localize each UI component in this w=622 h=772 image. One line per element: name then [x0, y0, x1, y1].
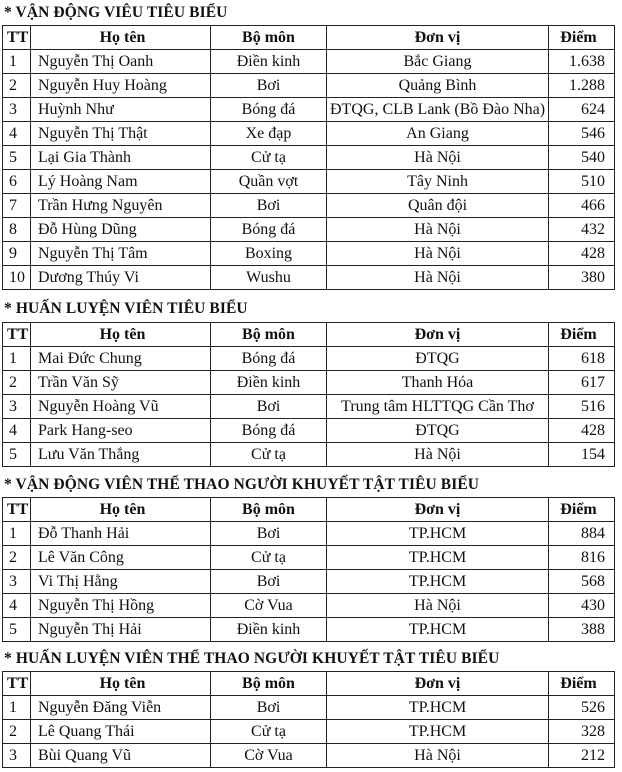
cell-unit: TP.HCM: [327, 618, 549, 642]
cell-name: Nguyễn Thị Thật: [31, 122, 211, 146]
section-title-para-athletes: * VẬN ĐỘNG VIÊN THỂ THAO NGƯỜI KHUYẾT TẬT TIÊU BIỂU: [4, 476, 480, 493]
cell-name: Nguyễn Hoàng Vũ: [31, 395, 211, 419]
header-col-sport: Bộ môn: [211, 498, 327, 522]
table-header-row: [3, 26, 615, 50]
cell-points: 388: [549, 618, 615, 642]
cell-name: Trần Hưng Nguyên: [31, 194, 211, 218]
table-row: [3, 347, 615, 371]
cell-points: 510: [549, 170, 615, 194]
table-row: [3, 443, 615, 467]
cell-tt: 2: [3, 74, 31, 98]
header-col-tt: TT: [3, 26, 31, 50]
header-col-unit: Đơn vị: [327, 498, 549, 522]
cell-points: 380: [549, 266, 615, 290]
cell-sport: Quần vợt: [211, 170, 327, 194]
cell-points: 430: [549, 594, 615, 618]
cell-points: 1.288: [549, 74, 615, 98]
table-row: [3, 720, 615, 744]
cell-points: 568: [549, 570, 615, 594]
cell-points: 624: [549, 98, 615, 122]
cell-tt: 3: [3, 98, 31, 122]
cell-points: 428: [549, 419, 615, 443]
cell-name: Mai Đức Chung: [31, 347, 211, 371]
cell-sport: Bơi: [211, 696, 327, 720]
cell-unit: Bắc Giang: [327, 50, 549, 74]
header-col-name: Họ tên: [31, 498, 211, 522]
cell-unit: ĐTQG: [327, 347, 549, 371]
header-col-points: Điểm: [549, 323, 615, 347]
cell-points: 546: [549, 122, 615, 146]
cell-sport: Cờ Vua: [211, 744, 327, 768]
cell-sport: Wushu: [211, 266, 327, 290]
table-athletes: [2, 25, 615, 290]
cell-sport: Cử tạ: [211, 720, 327, 744]
table-row: [3, 618, 615, 642]
cell-points: 212: [549, 744, 615, 768]
section-title-coaches: * HUẤN LUYỆN VIÊN TIÊU BIỂU: [4, 300, 248, 317]
cell-unit: Quân đội: [327, 194, 549, 218]
table-row: [3, 218, 615, 242]
cell-tt: 9: [3, 242, 31, 266]
header-col-tt: TT: [3, 498, 31, 522]
header-col-points: Điểm: [549, 26, 615, 50]
cell-points: 516: [549, 395, 615, 419]
cell-name: Dương Thúy Vi: [31, 266, 211, 290]
cell-sport: Bơi: [211, 570, 327, 594]
cell-points: 617: [549, 371, 615, 395]
table-para-coaches: [2, 671, 615, 768]
cell-sport: Bóng đá: [211, 419, 327, 443]
cell-sport: Bóng đá: [211, 218, 327, 242]
table-row: [3, 744, 615, 768]
table-row: [3, 50, 615, 74]
cell-name: Nguyễn Đăng Viễn: [31, 696, 211, 720]
header-col-points: Điểm: [549, 672, 615, 696]
header-col-sport: Bộ môn: [211, 672, 327, 696]
cell-sport: Bơi: [211, 194, 327, 218]
cell-name: Bùi Quang Vũ: [31, 744, 211, 768]
cell-name: Lý Hoàng Nam: [31, 170, 211, 194]
cell-unit: ĐTQG: [327, 419, 549, 443]
cell-tt: 4: [3, 594, 31, 618]
cell-tt: 2: [3, 546, 31, 570]
cell-sport: Cử tạ: [211, 146, 327, 170]
cell-sport: Bóng đá: [211, 98, 327, 122]
table-row: [3, 419, 615, 443]
cell-points: 328: [549, 720, 615, 744]
table-row: [3, 74, 615, 98]
cell-tt: 5: [3, 443, 31, 467]
cell-tt: 7: [3, 194, 31, 218]
cell-name: Đỗ Hùng Dũng: [31, 218, 211, 242]
cell-unit: TP.HCM: [327, 720, 549, 744]
cell-sport: Cử tạ: [211, 443, 327, 467]
cell-tt: 1: [3, 696, 31, 720]
cell-name: Nguyễn Thị Hồng: [31, 594, 211, 618]
cell-unit: TP.HCM: [327, 696, 549, 720]
cell-unit: ĐTQG, CLB Lank (Bồ Đào Nha): [327, 98, 549, 122]
cell-name: Lưu Văn Thắng: [31, 443, 211, 467]
table-row: [3, 570, 615, 594]
cell-sport: Điền kinh: [211, 50, 327, 74]
table-coaches: [2, 322, 615, 467]
table-row: [3, 194, 615, 218]
cell-unit: An Giang: [327, 122, 549, 146]
cell-sport: Bơi: [211, 395, 327, 419]
cell-sport: Điền kinh: [211, 371, 327, 395]
table-row: [3, 546, 615, 570]
cell-tt: 1: [3, 522, 31, 546]
table-row: [3, 122, 615, 146]
cell-points: 154: [549, 443, 615, 467]
cell-points: 816: [549, 546, 615, 570]
cell-points: 540: [549, 146, 615, 170]
cell-points: 618: [549, 347, 615, 371]
table-row: [3, 242, 615, 266]
cell-points: 432: [549, 218, 615, 242]
cell-points: 466: [549, 194, 615, 218]
cell-name: Lê Văn Công: [31, 546, 211, 570]
section-title-para-coaches: * HUẤN LUYỆN VIÊN THỂ THAO NGƯỜI KHUYẾT TẬT TIÊU BIỂU: [4, 650, 500, 667]
header-col-points: Điểm: [549, 498, 615, 522]
header-col-unit: Đơn vị: [327, 323, 549, 347]
cell-tt: 4: [3, 122, 31, 146]
table-row: [3, 522, 615, 546]
cell-unit: TP.HCM: [327, 546, 549, 570]
cell-tt: 4: [3, 419, 31, 443]
cell-name: Nguyễn Thị Oanh: [31, 50, 211, 74]
table-header-row: [3, 323, 615, 347]
cell-tt: 6: [3, 170, 31, 194]
cell-unit: TP.HCM: [327, 570, 549, 594]
cell-name: Trần Văn Sỹ: [31, 371, 211, 395]
cell-unit: Thanh Hóa: [327, 371, 549, 395]
cell-sport: Bơi: [211, 74, 327, 98]
table-row: [3, 594, 615, 618]
cell-name: Park Hang-seo: [31, 419, 211, 443]
cell-tt: 2: [3, 371, 31, 395]
header-col-unit: Đơn vị: [327, 26, 549, 50]
header-col-name: Họ tên: [31, 26, 211, 50]
table-header-row: [3, 672, 615, 696]
cell-unit: Hà Nội: [327, 266, 549, 290]
cell-points: 526: [549, 696, 615, 720]
header-col-name: Họ tên: [31, 323, 211, 347]
cell-tt: 3: [3, 395, 31, 419]
cell-unit: Hà Nội: [327, 218, 549, 242]
table-para-athletes: [2, 497, 615, 642]
cell-tt: 10: [3, 266, 31, 290]
header-col-tt: TT: [3, 672, 31, 696]
cell-unit: Hà Nội: [327, 242, 549, 266]
cell-points: 428: [549, 242, 615, 266]
table-row: [3, 170, 615, 194]
cell-unit: Trung tâm HLTTQG Cần Thơ: [327, 395, 549, 419]
header-col-tt: TT: [3, 323, 31, 347]
cell-name: Nguyễn Huy Hoàng: [31, 74, 211, 98]
cell-name: Vi Thị Hằng: [31, 570, 211, 594]
cell-tt: 5: [3, 618, 31, 642]
cell-unit: Tây Ninh: [327, 170, 549, 194]
cell-unit: Quảng Bình: [327, 74, 549, 98]
cell-tt: 8: [3, 218, 31, 242]
table-row: [3, 395, 615, 419]
cell-sport: Cờ Vua: [211, 594, 327, 618]
section-title-athletes: * VẬN ĐỘNG VIÊU TIÊU BIỂU: [4, 4, 228, 21]
cell-sport: Cử tạ: [211, 546, 327, 570]
cell-tt: 1: [3, 347, 31, 371]
cell-sport: Bóng đá: [211, 347, 327, 371]
cell-tt: 1: [3, 50, 31, 74]
table-row: [3, 146, 615, 170]
cell-sport: Bơi: [211, 522, 327, 546]
cell-name: Lê Quang Thái: [31, 720, 211, 744]
cell-unit: Hà Nội: [327, 594, 549, 618]
cell-name: Huỳnh Như: [31, 98, 211, 122]
table-header-row: [3, 498, 615, 522]
cell-points: 884: [549, 522, 615, 546]
cell-name: Đỗ Thanh Hải: [31, 522, 211, 546]
header-col-unit: Đơn vị: [327, 672, 549, 696]
cell-unit: Hà Nội: [327, 146, 549, 170]
cell-name: Nguyễn Thị Tâm: [31, 242, 211, 266]
header-col-sport: Bộ môn: [211, 26, 327, 50]
cell-unit: TP.HCM: [327, 522, 549, 546]
cell-sport: Điền kinh: [211, 618, 327, 642]
cell-tt: 3: [3, 570, 31, 594]
cell-unit: Hà Nội: [327, 443, 549, 467]
table-row: [3, 371, 615, 395]
cell-tt: 3: [3, 744, 31, 768]
table-row: [3, 266, 615, 290]
cell-unit: Hà Nội: [327, 744, 549, 768]
cell-sport: Xe đạp: [211, 122, 327, 146]
table-row: [3, 98, 615, 122]
cell-sport: Boxing: [211, 242, 327, 266]
cell-tt: 5: [3, 146, 31, 170]
cell-tt: 2: [3, 720, 31, 744]
cell-points: 1.638: [549, 50, 615, 74]
header-col-sport: Bộ môn: [211, 323, 327, 347]
header-col-name: Họ tên: [31, 672, 211, 696]
table-row: [3, 696, 615, 720]
cell-name: Nguyễn Thị Hải: [31, 618, 211, 642]
cell-name: Lại Gia Thành: [31, 146, 211, 170]
